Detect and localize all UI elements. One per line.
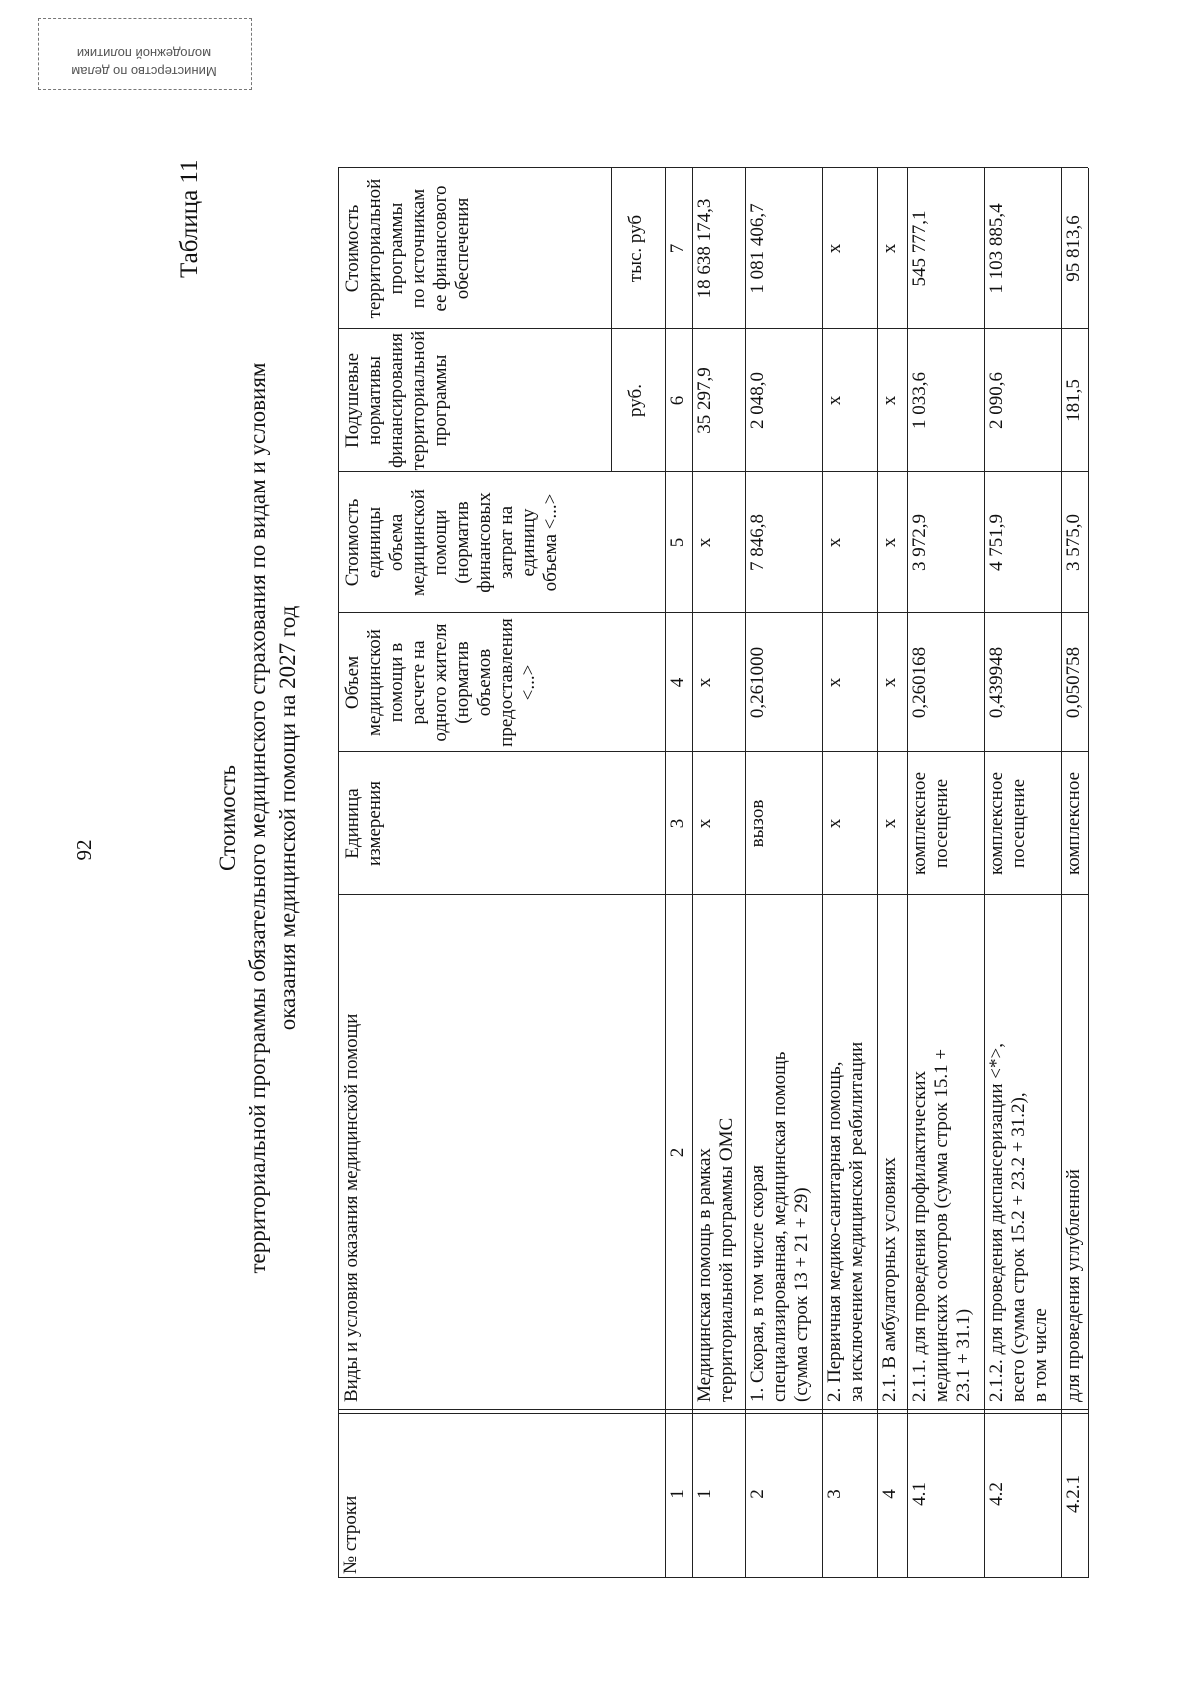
row-name	[909, 901, 975, 1402]
column-number-line: 6	[667, 395, 688, 406]
header-col4-line: медицинской	[364, 629, 385, 736]
row-name-line: Медицинская помощь в рамках	[694, 1148, 715, 1402]
row-unit-cost-line: 3 972,9	[909, 514, 930, 571]
row-name-line: 2.1.2. для проведения диспансеризации <*>,	[986, 1043, 1007, 1402]
column-number	[667, 613, 689, 752]
row-per-capita-line: 2 048,0	[747, 372, 768, 429]
row-unit-cost	[909, 472, 931, 613]
row-name-line: территориальной программы ОМС	[716, 1117, 737, 1402]
row-number	[694, 1410, 716, 1578]
header-col5-line: затрат на	[496, 505, 517, 580]
row-unit-line: х	[694, 818, 715, 829]
row-volume-line: 0,439948	[986, 646, 1007, 719]
stamp-line-2: молодежной политики	[76, 46, 212, 61]
row-unit	[694, 752, 716, 895]
row-total	[879, 168, 901, 329]
row-volume	[747, 613, 769, 752]
table-hline	[822, 168, 823, 1578]
header-col6-line: программы	[430, 354, 451, 447]
row-unit-cost	[986, 472, 1008, 613]
table-hline	[745, 168, 746, 1578]
row-total-line: х	[824, 243, 845, 254]
row-name-line: 2.1.1. для проведения профилактических	[909, 1070, 930, 1402]
header-col3-line: Единица	[342, 788, 363, 859]
row-per-capita	[694, 329, 716, 472]
row-volume	[986, 613, 1008, 752]
row-volume-line: х	[694, 677, 715, 688]
header-col6-line: территориальной	[408, 330, 429, 471]
header-col3-line: измерения	[364, 781, 385, 866]
row-volume-line: х	[824, 677, 845, 688]
column-number	[667, 895, 689, 1410]
table-hline	[338, 168, 339, 1578]
row-unit-line: х	[879, 818, 900, 829]
row-unit-cost-line: 3 575,0	[1063, 514, 1084, 571]
row-total	[909, 168, 931, 329]
row-unit-cost-line: х	[879, 537, 900, 548]
row-volume	[1063, 613, 1085, 752]
header-col4-line: <...>	[518, 664, 539, 701]
page-number: 92	[72, 839, 96, 861]
row-name	[824, 901, 868, 1402]
row-name-line: для проведения углубленной	[1063, 1169, 1084, 1402]
header-col5-line: объема	[386, 513, 407, 572]
row-unit-line: комплексное	[909, 771, 930, 876]
header-col5-line: единицу	[518, 508, 539, 577]
row-unit-cost-line: 4 751,9	[986, 514, 1007, 571]
row-name-line: 1. Скорая, в том числе скорая	[747, 1165, 768, 1402]
row-number-line: 4.2	[986, 1482, 1007, 1506]
title-line-3: оказания медицинской помощи на 2027 год	[275, 605, 300, 1031]
row-number-line: 1	[694, 1489, 715, 1499]
row-per-capita	[986, 329, 1008, 472]
row-unit-line: вызов	[747, 799, 768, 848]
row-total-line: 95 813,6	[1063, 215, 1084, 282]
column-number	[667, 752, 689, 895]
row-total-line: 1 081 406,7	[747, 203, 768, 294]
row-unit	[747, 752, 769, 895]
row-volume	[879, 613, 901, 752]
header-col4-line: помощи в	[386, 642, 407, 723]
header-col7-line: ее финансового	[430, 185, 451, 312]
row-name-line: 23.1 + 31.1)	[953, 1308, 974, 1402]
row-name-line: в том числе	[1030, 1308, 1051, 1402]
header-col1	[340, 1414, 362, 1574]
column-number-line: 3	[667, 818, 688, 829]
table-hline	[907, 168, 908, 1578]
header-col7-line: по источникам	[408, 188, 429, 309]
row-name	[879, 901, 901, 1402]
row-number-line: 2	[747, 1489, 768, 1499]
row-unit	[824, 752, 846, 895]
header-col7	[342, 168, 474, 329]
row-total	[986, 168, 1008, 329]
row-name	[1063, 901, 1085, 1402]
header-col6-line: финансирования	[386, 332, 407, 469]
column-number-line: 4	[667, 677, 688, 688]
row-unit-line: комплексное	[986, 771, 1007, 876]
title-line-1: Стоимость	[215, 765, 240, 871]
table-hline	[1088, 168, 1089, 1578]
header-col6	[342, 329, 452, 472]
header-unit7	[625, 168, 647, 329]
row-number-line: 3	[824, 1489, 845, 1499]
row-unit-cost	[747, 472, 769, 613]
row-unit-line: комплексное	[1063, 771, 1084, 876]
header-unit6	[625, 329, 647, 472]
row-per-capita	[879, 329, 901, 472]
table-unit-hline	[611, 168, 612, 472]
row-unit-line: посещение	[1008, 778, 1029, 869]
row-per-capita	[824, 329, 846, 472]
column-number-line: 1	[667, 1489, 688, 1499]
header-col4-line: предоставления	[496, 618, 517, 747]
column-number	[667, 329, 689, 472]
row-total-line: х	[879, 243, 900, 254]
row-number	[1063, 1410, 1085, 1578]
row-number	[879, 1410, 901, 1578]
header-col5-line: (норматив	[452, 501, 473, 584]
row-number	[909, 1410, 931, 1578]
header-col5-line: медицинской	[408, 489, 429, 596]
row-total-line: 1 103 885,4	[986, 203, 1007, 294]
row-name	[747, 901, 813, 1402]
row-number	[986, 1410, 1008, 1578]
header-col5	[342, 472, 562, 613]
table-hline	[984, 168, 985, 1578]
header-col4-line: объемов	[474, 648, 495, 717]
row-volume	[909, 613, 931, 752]
row-total	[1063, 168, 1085, 329]
row-unit-cost	[694, 472, 716, 613]
header-col4-line: расчете на	[408, 640, 429, 725]
row-unit-cost	[824, 472, 846, 613]
row-unit-cost-line: 7 846,8	[747, 514, 768, 571]
row-total-line: 18 638 174,3	[694, 198, 715, 299]
row-unit	[879, 752, 901, 895]
header-col5-line: Стоимость	[342, 498, 363, 587]
row-volume	[694, 613, 716, 752]
column-number	[667, 168, 689, 329]
row-number	[824, 1410, 846, 1578]
column-number	[667, 1410, 689, 1578]
row-unit-cost-line: х	[694, 537, 715, 548]
row-per-capita	[1063, 329, 1085, 472]
table-hline	[877, 168, 878, 1578]
row-unit-cost-line: х	[824, 537, 845, 548]
header-col4-line: Объем	[342, 655, 363, 710]
table-hline	[692, 168, 693, 1578]
column-number-line: 7	[667, 243, 688, 254]
column-number	[667, 472, 689, 613]
row-total-line: 545 777,1	[909, 210, 930, 287]
row-per-capita	[747, 329, 769, 472]
row-name-line: всего (сумма строк 15.2 + 23.2 + 31.2),	[1008, 1092, 1029, 1402]
row-total	[694, 168, 716, 329]
row-number-line: 4.1	[909, 1482, 930, 1506]
header-col7-line: программы	[386, 202, 407, 295]
header-col4	[342, 613, 540, 752]
row-volume-line: 0,260168	[909, 646, 930, 719]
row-per-capita-line: х	[879, 395, 900, 406]
row-volume-line: х	[879, 677, 900, 688]
header-col5-line: объема <...>	[540, 493, 561, 592]
header-col5-line: помощи	[430, 509, 451, 576]
row-total	[747, 168, 769, 329]
header-col6-line: Подушевые	[342, 352, 363, 449]
row-unit-cost	[1063, 472, 1085, 613]
header-unit6-line: руб.	[625, 384, 646, 417]
row-per-capita-line: 181,5	[1063, 379, 1084, 422]
row-per-capita-line: 2 090,6	[986, 372, 1007, 429]
header-unit7-line: тыс. руб	[625, 214, 646, 283]
header-col4-line: одного жителя	[430, 623, 451, 742]
row-unit	[986, 752, 1030, 895]
row-unit	[909, 752, 953, 895]
header-col3	[342, 752, 386, 895]
header-col1-line: № строки	[340, 1495, 361, 1574]
header-col7-line: обеспечения	[452, 197, 473, 300]
row-number-line: 4.2.1	[1063, 1475, 1084, 1513]
row-name-line: 2. Первичная медико-санитарная помощь,	[824, 1061, 845, 1402]
table-hline	[1061, 168, 1062, 1578]
header-col2: Виды и условия оказания медицинской помощи	[341, 1013, 362, 1402]
row-unit-line: х	[824, 818, 845, 829]
row-total	[824, 168, 846, 329]
row-name-line: медицинских осмотров (сумма строк 15.1 +	[931, 1048, 952, 1402]
row-per-capita-line: 35 297,9	[694, 367, 715, 434]
row-name-line: специализированная, медицинская помощь	[769, 1051, 790, 1402]
header-col5-line: единицы	[364, 506, 385, 579]
row-name-line: 2.1. В амбулаторных условиях	[879, 1157, 900, 1402]
row-unit	[1063, 752, 1085, 895]
row-per-capita-line: х	[824, 395, 845, 406]
header-col6-line: нормативы	[364, 356, 385, 445]
row-name	[694, 901, 738, 1402]
row-volume	[824, 613, 846, 752]
table-hline	[665, 168, 666, 1578]
row-number	[747, 1410, 769, 1578]
row-number-line: 4	[879, 1489, 900, 1499]
row-volume-line: 0,050758	[1063, 646, 1084, 719]
stamp-line-1: Министерство по делам	[71, 64, 217, 79]
row-volume-line: 0,261000	[747, 646, 768, 719]
table-label: Таблица 11	[176, 159, 203, 278]
header-col4-line: (норматив	[452, 641, 473, 724]
row-per-capita-line: 1 033,6	[909, 372, 930, 429]
header-col7-line: Стоимость	[342, 204, 363, 293]
row-name	[986, 901, 1052, 1402]
column-number-line: 2	[667, 1147, 688, 1158]
column-number-line: 5	[667, 537, 688, 548]
title-line-2: территориальной программы обязательного медицинского страхования по видам и условиям	[245, 362, 270, 1274]
row-unit-cost	[879, 472, 901, 613]
header-col5-line: финансовых	[474, 492, 495, 593]
row-unit-line: посещение	[931, 778, 952, 869]
row-name-line: за исключением медицинской реабилитации	[846, 1041, 867, 1402]
row-per-capita	[909, 329, 931, 472]
row-name-line: (сумма строк 13 + 21 + 29)	[791, 1187, 812, 1402]
header-col7-line: территориальной	[364, 178, 385, 319]
